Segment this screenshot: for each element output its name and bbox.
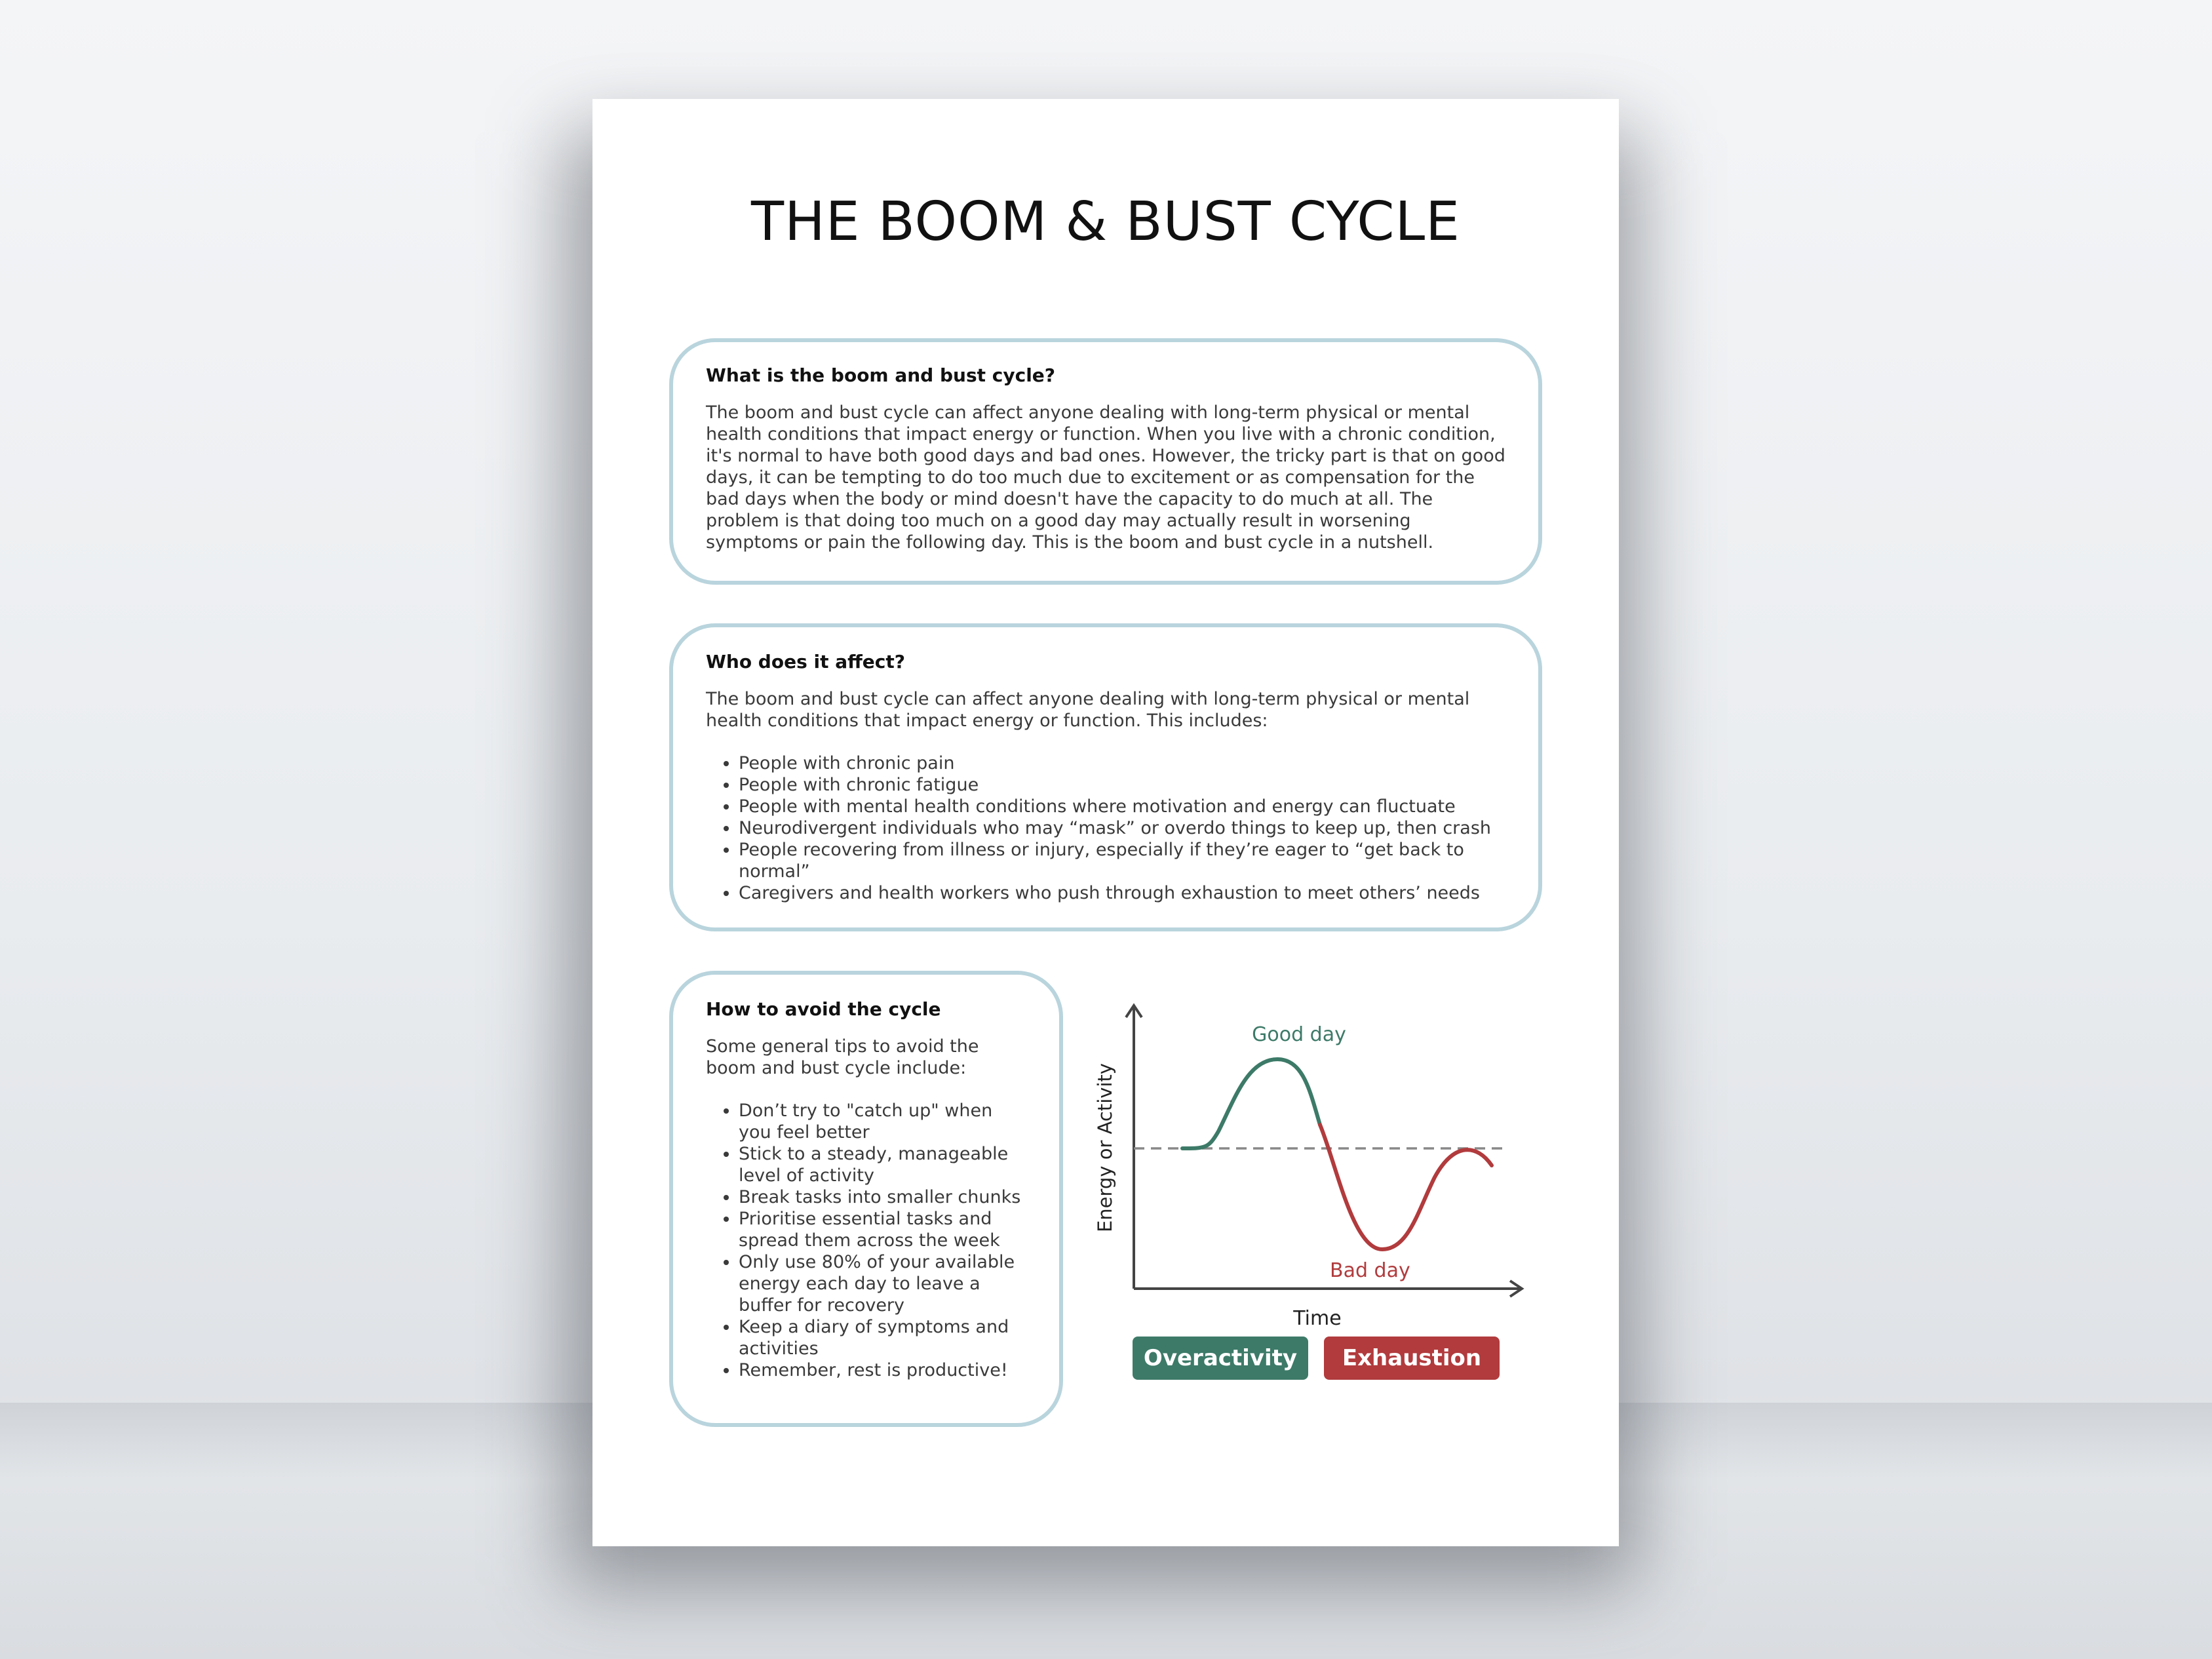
good-day-label: Good day: [1252, 1023, 1346, 1046]
list-item: • Don’t try to "catch up" when you feel better: [739, 1100, 1026, 1143]
list-item: • Break tasks into smaller chunks: [739, 1186, 1026, 1208]
list-item: • Only use 80% of your available energy each day to leave a buffer for recovery: [739, 1251, 1026, 1316]
y-axis: [1126, 1005, 1142, 1289]
list-item: • Remember, rest is productive!: [739, 1359, 1026, 1381]
list-item: • People with mental health conditions where motivation and energy can fluctuate: [739, 796, 1505, 817]
overactivity-curve: [1182, 1059, 1320, 1148]
affected-list: [706, 752, 1505, 904]
list-item: • People with chronic fatigue: [739, 774, 1505, 796]
section-heading: What is the boom and bust cycle?: [706, 364, 1056, 386]
x-axis: [1134, 1281, 1522, 1297]
section-what-is: [669, 338, 1542, 585]
section-heading: Who does it affect?: [706, 651, 906, 673]
bad-day-label: Bad day: [1330, 1259, 1410, 1282]
page-title: THE BOOM & BUST CYCLE: [751, 191, 1460, 253]
list-item: • Keep a diary of symptoms and activities: [739, 1316, 1026, 1359]
legend-exhaustion: Exhaustion: [1324, 1337, 1500, 1380]
x-axis-label: Time: [1293, 1307, 1342, 1330]
tips-list: [706, 1100, 1026, 1381]
section-body: Some general tips to avoid the boom and bust cycle include:: [706, 1036, 979, 1078]
list-item: • Prioritise essential tasks and spread them across the week: [739, 1208, 1026, 1251]
list-item: • Stick to a steady, manageable level of activity: [739, 1143, 1026, 1186]
list-item: • Neurodivergent individuals who may “mask” or overdo things to keep up, then crash: [739, 817, 1505, 839]
section-body: The boom and bust cycle can affect anyone dealing with long-term physical or mental health conditions that impact energy or function. This includes:: [706, 689, 1470, 731]
list-item: • People recovering from illness or injury, especially if they’re eager to “get back to normal”: [739, 839, 1505, 882]
section-who-affects: [669, 623, 1542, 931]
section-how-to-avoid: [669, 971, 1063, 1427]
list-item: • Caregivers and health workers who push through exhaustion to meet others’ needs: [739, 882, 1505, 904]
legend-overactivity: Overactivity: [1133, 1337, 1308, 1380]
y-axis-label: Energy or Activity: [1094, 1063, 1116, 1233]
section-heading: How to avoid the cycle: [706, 998, 941, 1020]
exhaustion-curve: [1320, 1125, 1492, 1249]
boom-bust-chart: [1077, 994, 1536, 1505]
list-item: • People with chronic pain: [739, 752, 1505, 774]
document-page: [592, 99, 1619, 1546]
section-body: The boom and bust cycle can affect anyone dealing with long-term physical or mental health conditions that impact energy or function. When you live with a chronic condition, it's normal to have both good days and bad ones. However, the tricky part is that on good days, it can be tempting to do too much due to excitement or as compensation for the bad days when the body or mind doesn't have the capacity to do much at all. The problem is that doing too much on a good day may actually result in worsening symptoms or pain the following day. This is the boom and bust cycle in a nutshell.: [706, 402, 1505, 553]
